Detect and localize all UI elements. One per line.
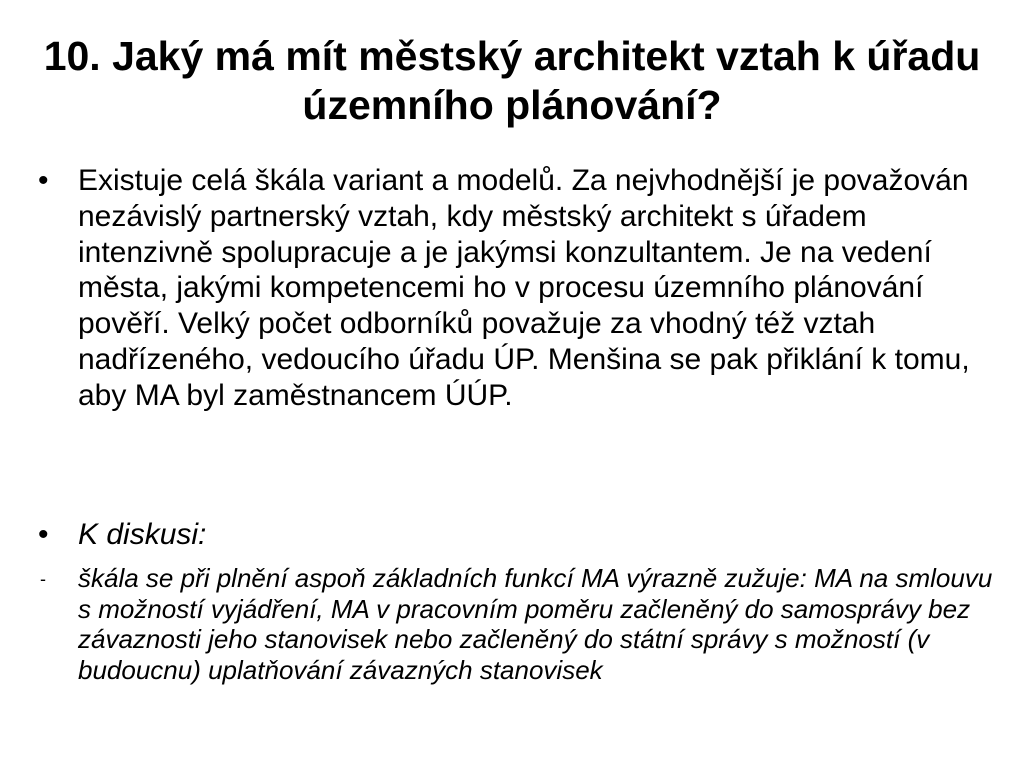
bullet-text-main: Existuje celá škála variant a modelů. Za nejvhodnější je považován nezávislý partnerský vztah, kdy městský architekt s úřadem intenzivně spolupracuje a je jakýmsi konzultantem. Je na vedení města, jakými kompetencemi ho v procesu územního plánování pověří. Velký počet odborníků považuje za vhodný též vztah nadřízeného, vedoucího úřadu ÚP. Menšina se pak přiklání k tomu, aby MA byl zaměstnancem ÚÚP. <box>78 164 970 412</box>
bullet-marker: • <box>38 164 49 197</box>
slide-title: 10. Jaký má mít městský architekt vztah k úřadu územního plánování? <box>43 33 981 128</box>
sub-bullet-text: škála se při plnění aspoň základních funkcí MA výrazně zužuje: MA na smlouvu s možností vyjádření, MA v pracovním poměru začleněný do samosprávy bez závaznosti jeho stanovisek nebo začleněný do státní správy s možností (v budoucnu) uplatňování závazných stanovisek <box>78 563 993 685</box>
dash-marker: - <box>40 569 46 589</box>
bullet-text-discussion: K diskusi: <box>78 518 207 551</box>
bullet-marker: • <box>38 518 49 551</box>
